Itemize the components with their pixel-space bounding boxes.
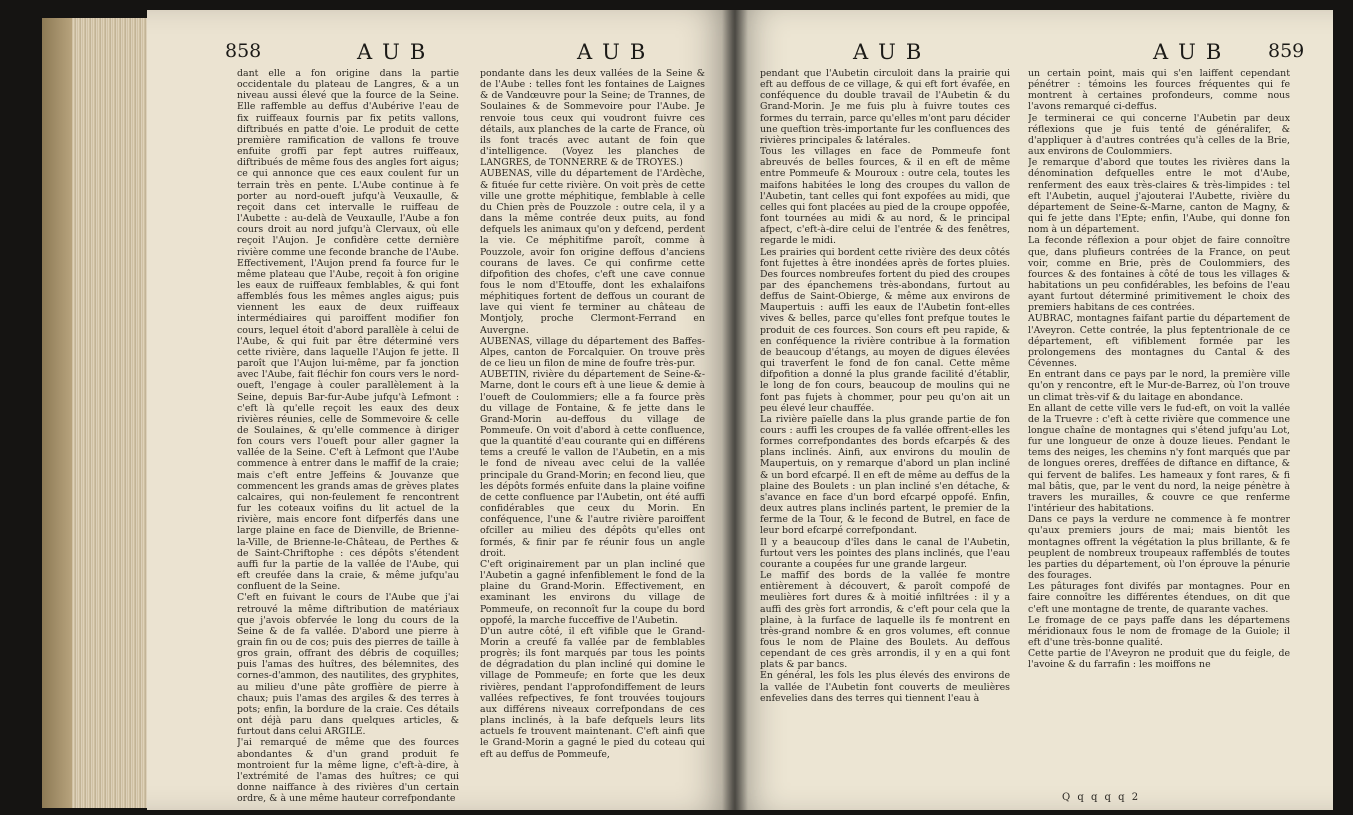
page-number: 859 — [1268, 40, 1305, 62]
page-number: 858 — [225, 40, 262, 62]
book-gutter — [722, 10, 748, 810]
running-head-right: AUB — [577, 40, 656, 64]
signature-mark: Q q q q q 2 — [1062, 792, 1141, 803]
running-head-left: AUB — [853, 40, 932, 64]
text-column-2: un certain point, mais qui s'en laiffent cependant pénétrer : témoins les fources fréquentes qui fe montrent à certaines profondeurs, comme nous l'avons remarqué ci-deffus. Je terminerai ce qui concerne l'Aubetin par deux réflexions que je fuis tenté de généralifer, & d'appliquer à d'autres contrées qu'à celles de la Brie, aux environs de Coulommiers. Je remarque d'abord que toutes les rivières dans la dénomination defquelles entre le mot d'Aube, renferment des eaux très-claires & très-limpides : tel eft l'Aubetin, auquel j'ajouterai l'Aubette, rivière du département de Seine-&-Marne, canton de Magny, & qui fe jette dans l'Epte; enfin, l'Aube, qui donne fon nom à un département. La feconde réflexion a pour objet de faire connoître que, dans plufieurs contrées de la France, on peut voir, comme en Brie, près de Coulommiers, des fources & des fontaines à côté de tous les villages & habitations un peu confidérables, les befoins de l'eau ayant furtout déterminé primitivement le choix des premiers habitans de ces contrées. AUBRAC, montagnes faifant partie du département de l'Aveyron. Cette contrée, la plus feptentrionale de ce département, eft vifiblement formée par les prolongemens des montagnes du Cantal & des Cévennes. En entrant dans ce pays par le nord, la première ville qu'on y rencontre, eft le Mur-de-Barrez, où l'on trouve un climat très-vif & du laitage en abondance. En allant de cette ville vers le fud-eft, on voit la vallée de la Truevre : c'eft à cette rivière que commence une longue chaîne de montagnes qui s'étend jufqu'au Lot, fur une longueur de onze à douze lieues. Pendant le tems des neiges, les chemins n'y font marqués que par de longues oreres, dreffées de diftance en diftance, & qui fervent de balifes. Les hameaux y font rares, & fi mal bâtis, que, par le vent du nord, la neige pénètre à travers les murailles, & couvre ce que renferme l'intérieur des habitations. Dans ce pays la verdure ne commence à fe montrer qu'aux premiers jours de mai; mais bientôt les montagnes offrent la végétation la plus brillante, & fe peuplent de nombreux troupeaux raffemblés de toutes les parties du département, où l'on éprouve la pénurie des fourages. Les pâturages font divifés par montagnes. Pour en faire connoître les différentes étendues, on dit que c'eft une montagne de trente, de quarante vaches. Le fromage de ce pays paffe dans les départemens méridionaux fous le nom de fromage de la Guiole; il eft d'une très-bonne qualité. Cette partie de l'Aveyron ne produit que du feigle, de l'avoine & du farrafin : les moiffons ne — [1028, 68, 1290, 671]
text-column-1: pendant que l'Aubetin circuloit dans la prairie qui eft au deffous de ce village, & qui eft fort évafée, en conféquence du double travail de l'Aubetin & du Grand-Morin. Je me fuis plu à fuivre toutes ces formes du terrain, parce qu'elles m'ont paru décider une queftion très-importante fur les confluences des rivières principales & latérales. Tous les villages en face de Pommeufe font abreuvés de belles fources, & il en eft de même entre Pommeufe & Mouroux : outre cela, toutes les maifons habitées le long des croupes du vallon de l'Aubetin, tant celles qui font expofées au midi, que celles qui font placées au pied de la croupe oppofée, font tournées au midi & au nord, & le principal afpect, c'eft-à-dire celui de l'entrée & des fenêtres, regarde le midi. Les prairies qui bordent cette rivière des deux côtés font fujettes à être inondées après de fortes pluies. Des fources nombreufes fortent du pied des croupes par des épanchemens très-abondans, furtout au deffus de Saint-Obierge, & même aux environs de Maupertuis : auffi les eaux de l'Aubetin font-elles vives & belles, parce qu'elles font prefque toutes le produit de ces fources. Son cours eft peu rapide, & en conféquence la rivière contribue à la formation de beaucoup d'étangs, au moyen de digues élevées qui traverfent le fond de fon canal. Cette même difpofition a donné la plus grande facilité d'établir, le long de fon cours, beaucoup de moulins qui ne font pas fujets à chommer, pour peu qu'on ait un peu élevé leur chauffée. La rivière païelle dans la plus grande partie de fon cours : auffi les croupes de fa vallée offrent-elles les formes correfpondantes des bords efcarpés & des plans inclinés. Ainfi, aux environs du moulin de Maupertuis, on y remarque d'abord un plan incliné & un bord efcarpé. Il en eft de même au deffus de la plaine des Boulets : un plan incliné s'en détache, & s'avance en face d'un bord efcarpé oppofé. Enfin, deux autres plans inclinés partent, le premier de la ferme de la Tour, & le fecond de Butrel, en face de leur bord efcarpé correfpondant. Il y a beaucoup d'îles dans le canal de l'Aubetin, furtout vers les pointes des plans inclinés, que l'eau courante a coupées fur une grande largeur. Le maffif des bords de la vallée fe montre entièrement à découvert, & paroît compofé de meulières fort dures & à moitié infiltrées : il y a auffi des grès fort arrondis, & c'eft pour cela que la plaine, à la furface de laquelle ils fe montrent en très-grand nombre & en gros volumes, eft connue fous le nom de Plaine des Boulets. Au deffous cependant de ces grès arrondis, il y en a qui font plats & par bancs. En général, les fols les plus élevés des environs de la vallée de l'Aubetin font couverts de meulières enfevelies dans des terres qui tiennent l'eau à — [760, 68, 1010, 704]
right-page — [733, 10, 1333, 810]
running-head-left: AUB — [357, 40, 436, 64]
page-block-edge — [42, 18, 152, 808]
running-head-right: AUB — [1153, 40, 1232, 64]
open-book — [42, 10, 1337, 810]
text-column-2: pondante dans les deux vallées de la Seine & de l'Aube : telles font les fontaines de Laignes & de Vandœuvre pour la Seine; de Trannes, de Soulaines & de Sommevoire pour l'Aube. Je renvoie tous ceux qui voudront fuivre ces détails, aux planches de la carte de France, où ils font tracés avec autant de foin que d'intelligence. (Voyez les planches de LANGRES, de TONNERRE & de TROYES.) AUBENAS, ville du département de l'Ardèche, & fituée fur cette rivière. On voit près de cette ville une grotte méphitique, femblable à celle du Chien près de Pouzzole : outre cela, il y a dans la même contrée deux puits, au fond defquels les animaux qu'on y defcend, perdent la vie. Ce méphitifme paroît, comme à Pouzzole, avoir fon origine deffous d'anciens courans de laves. Ce qui confirme cette difpofition des chofes, c'eft une cave connue fous le nom d'Etouffe, dont les exhalaifons méphitiques fortent de deffous un courant de lave qui vient fe terminer au château de Montjoly, proche Clermont-Ferrand en Auvergne. AUBENAS, village du département des Baffes-Alpes, canton de Forcalquier. On trouve près de ce lieu un filon de mine de foufre très-pur. AUBETIN, rivière du département de Seine-&-Marne, dont le cours eft à une lieue & demie à l'oueft de Coulommiers; elle a fa fource près du village de Fontaine, & fe jette dans le Grand-Morin au-deffous du village de Pommeufe. On voit d'abord à cette confluence, que la quantité d'eau courante qui en différens tems a creufé le vallon de l'Aubetin, en a mis le fond de niveau avec celui de la vallée principale du Grand-Morin; en fecond lieu, que les dépôts formés enfuite dans la plaine voifine de cette confluence par l'Aubetin, ont été auffi confidérables que ceux du Morin. En conféquence, l'une & l'autre rivière paroiffent ofciller au milieu des dépôts qu'elles ont formés, & finir par fe réunir fous un angle droit. C'eft originairement par un plan incliné que l'Aubetin a gagné infenfiblement le fond de la plaine du Grand-Morin. Effectivement, en examinant les environs du village de Pommeufe, on reconnoît fur la coupe du bord oppofé, la marche fucceffive de l'Aubetin. D'un autre côté, il eft vifible que le Grand-Morin a creufé fa vallée par de femblables progrès; ils font marqués par tous les points de dégradation du plan incliné qui domine le village de Pommeufe; en forte que les deux rivières, pendant l'approfondiffement de leurs vallées refpectives, fe font trouvées toujours aux différens niveaux correfpondans de ces plans inclinés, à la bafe defquels leurs lits actuels fe trouvent maintenant. C'eft ainfi que le Grand-Morin a gagné le pied du coteau qui eft au deffus de Pommeufe, — [480, 68, 705, 760]
left-page — [147, 10, 733, 810]
text-column-1: dant elle a fon origine dans la partie occidentale du plateau de Langres, & a un niveau aussi élevé que la fource de la Seine. Elle raffemble au deffus d'Aubérive l'eau de fix ruiffeaux fournis par fix petits vallons, diftribués en patte d'oie. Le produit de cette première ramification de vallons fe trouve enfuite groffi par fept autres ruiffeaux, diftribués de même fous des angles fort aigus; ce qui annonce que ces eaux coulent fur un terrain très en pente. L'Aube continue à fe porter au nord-oueft jufqu'à Veuxaulle, & reçoit dans cet intervalle le ruiffeau de l'Aubette : au-delà de Veuxaulle, l'Aube a fon cours droit au nord jufqu'à Clervaux, où elle reçoit l'Aujon. Je confidère cette dernière rivière comme une feconde branche de l'Aube. Effectivement, l'Aujon prend fa fource fur le même plateau que l'Aube, reçoit à fon origine les eaux de ruiffeaux femblables, & qui font affemblés fous les mêmes angles aigus; puis viennent les eaux de deux ruiffeaux intermédiaires qui paroiffent modifier fon cours, lequel étoit d'abord parallèle à celui de l'Aube, & qui fuit par être déterminé vers cette rivière, dans laquelle l'Aujon fe jette. Il paroît que l'Aujon lui-même, par fa jonction avec l'Aube, fait fléchir fon cours vers le nord-oueft, l'engage à couler parallèlement à la Seine, depuis Bar-fur-Aube jufqu'à Lefmont : c'eft là qu'elle reçoit les eaux des deux rivières réunies, celle de Sommevoire & celle de Soulaines, & qu'elle commence à diriger fon cours vers l'oueft pour aller gagner la vallée de la Seine. C'eft à Lefmont que l'Aube commence à entrer dans le maffif de la craie; mais c'eft entre Jeffeins & Jouvanze que commencent les grands amas de grèves plates calcaires, qui non-feulement fe rencontrent fur les coteaux voifins du lit actuel de la rivière, mais encore font difperfés dans une large plaine en face de Dienville, de Brienne-la-Ville, de Brienne-le-Château, de Perthes & de Saint-Chriftophe : ces dépôts s'étendent auffi fur la partie de la vallée de l'Aube, qui eft creufée dans la craie, & même jufqu'au confluent de la Seine. C'eft en fuivant le cours de l'Aube que j'ai retrouvé la même diftribution de matériaux que j'avois obfervée le long du cours de la Seine & de fa vallée. D'abord une pierre à grain fin ou de cos; puis des pierres de taille à gros grain, offrant des débris de coquilles; puis l'amas des huîtres, des bélemnites, des cornes-d'ammon, des nautilites, des gryphites, au milieu d'une pâte groffière de pierre à chaux; puis l'amas des argiles & des terres à pots; enfin, la bordure de la craie. Ces détails ont déjà paru dans quelques articles, & furtout dans celui ARGILE. J'ai remarqué de même que des fources abondantes & d'un grand produit fe montroient fur la même ligne, c'eft-à-dire, à l'extrémité de l'amas des huîtres; ce qui donne naiffance à des rivières d'un certain ordre, & à une même hauteur correfpondante — [237, 68, 459, 803]
